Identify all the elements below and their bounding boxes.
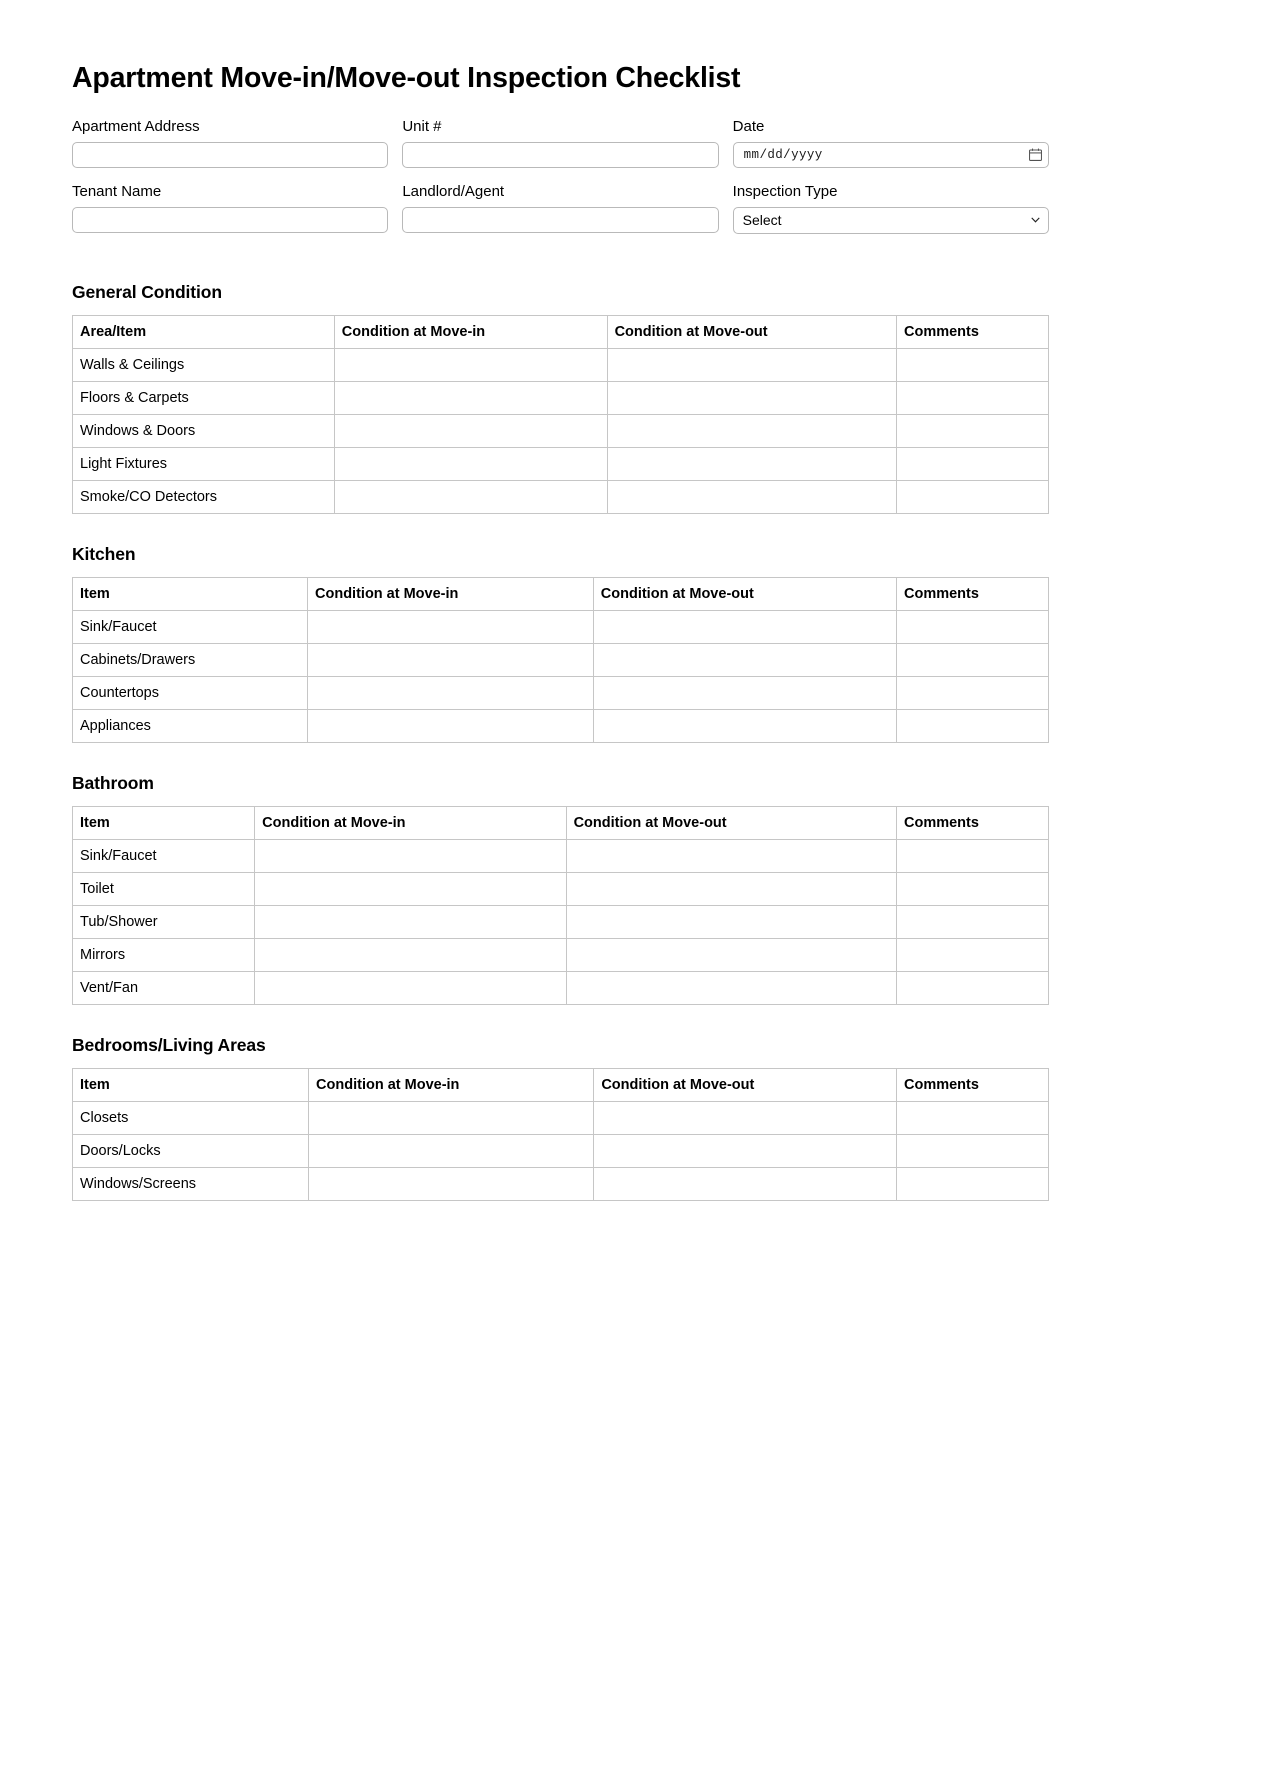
label-unit-number: Unit # [402, 117, 442, 135]
field-landlord-agent [402, 182, 718, 234]
row-item-label: Tub/Shower [73, 905, 255, 938]
row-item-label: Appliances [73, 709, 308, 742]
entry-cell[interactable] [897, 643, 1049, 676]
table-row [73, 381, 1049, 414]
entry-cell[interactable] [897, 381, 1049, 414]
entry-cell[interactable] [334, 447, 607, 480]
entry-cell[interactable] [594, 1101, 897, 1134]
unit-number-input[interactable] [402, 142, 718, 168]
label-tenant-name: Tenant Name [72, 182, 162, 200]
entry-cell[interactable] [566, 938, 896, 971]
table-header-row [73, 806, 1049, 839]
column-header: Comments [897, 1068, 1049, 1101]
entry-cell[interactable] [897, 610, 1049, 643]
entry-cell[interactable] [594, 1134, 897, 1167]
field-inspection-type [733, 182, 1049, 234]
table-row [73, 480, 1049, 513]
date-input[interactable] [733, 142, 1049, 168]
field-apartment-address [72, 117, 388, 168]
checklist-table [72, 577, 1049, 743]
row-item-label: Vent/Fan [73, 971, 255, 1004]
column-header: Condition at Move-out [566, 806, 896, 839]
table-header-row [73, 1068, 1049, 1101]
entry-cell[interactable] [594, 1167, 897, 1200]
field-tenant-name [72, 182, 388, 234]
column-header: Comments [897, 577, 1049, 610]
entry-cell[interactable] [593, 610, 896, 643]
label-inspection-type: Inspection Type [732, 182, 838, 200]
table-row [73, 447, 1049, 480]
entry-cell[interactable] [334, 414, 607, 447]
row-item-label: Windows & Doors [73, 414, 335, 447]
inspection-type-selected-value: Select [742, 212, 782, 229]
entry-cell[interactable] [897, 348, 1049, 381]
column-header: Condition at Move-out [593, 577, 896, 610]
entry-cell[interactable] [593, 676, 896, 709]
entry-cell[interactable] [897, 1101, 1049, 1134]
inspection-type-select[interactable] [733, 207, 1049, 234]
row-item-label: Closets [73, 1101, 309, 1134]
entry-cell[interactable] [897, 1167, 1049, 1200]
column-header: Item [73, 806, 255, 839]
entry-cell[interactable] [593, 643, 896, 676]
column-header: Condition at Move-in [255, 806, 566, 839]
entry-cell[interactable] [255, 971, 566, 1004]
entry-cell[interactable] [255, 839, 566, 872]
section-title-kitchen: Kitchen [72, 543, 136, 564]
row-item-label: Sink/Faucet [73, 839, 255, 872]
entry-cell[interactable] [309, 1167, 594, 1200]
table-row [73, 676, 1049, 709]
row-item-label: Cabinets/Drawers [73, 643, 308, 676]
table-row [73, 709, 1049, 742]
entry-cell[interactable] [308, 643, 594, 676]
column-header: Condition at Move-in [308, 577, 594, 610]
entry-cell[interactable] [897, 447, 1049, 480]
landlord-agent-input[interactable] [402, 207, 718, 233]
checklist-table [72, 315, 1049, 514]
entry-cell[interactable] [897, 676, 1049, 709]
row-item-label: Walls & Ceilings [73, 348, 335, 381]
table-row [73, 839, 1049, 872]
column-header: Item [73, 577, 308, 610]
table-row [73, 938, 1049, 971]
table-row [73, 1167, 1049, 1200]
entry-cell[interactable] [897, 709, 1049, 742]
row-item-label: Mirrors [73, 938, 255, 971]
entry-cell[interactable] [897, 480, 1049, 513]
entry-cell[interactable] [566, 971, 896, 1004]
entry-cell[interactable] [897, 414, 1049, 447]
entry-cell[interactable] [566, 872, 896, 905]
section-title-bedrooms-living-areas: Bedrooms/Living Areas [72, 1034, 266, 1055]
entry-cell[interactable] [897, 872, 1049, 905]
field-unit-number [402, 117, 718, 168]
table-row [73, 414, 1049, 447]
column-header: Condition at Move-out [594, 1068, 897, 1101]
entry-cell[interactable] [309, 1134, 594, 1167]
tenant-name-input[interactable] [72, 207, 388, 233]
entry-cell[interactable] [334, 480, 607, 513]
checklist-table [72, 806, 1049, 1005]
entry-cell[interactable] [607, 414, 896, 447]
table-row [73, 610, 1049, 643]
entry-cell[interactable] [897, 971, 1049, 1004]
column-header: Area/Item [73, 315, 335, 348]
table-row [73, 872, 1049, 905]
label-landlord-agent: Landlord/Agent [402, 182, 505, 200]
entry-cell[interactable] [309, 1101, 594, 1134]
row-item-label: Countertops [73, 676, 308, 709]
column-header: Condition at Move-in [334, 315, 607, 348]
section-title-general-condition: General Condition [72, 281, 222, 302]
entry-cell[interactable] [607, 480, 896, 513]
entry-cell[interactable] [255, 938, 566, 971]
entry-cell[interactable] [308, 709, 594, 742]
entry-cell[interactable] [607, 447, 896, 480]
entry-cell[interactable] [897, 905, 1049, 938]
chevron-down-icon[interactable] [1031, 217, 1040, 223]
label-apartment-address: Apartment Address [72, 117, 200, 135]
table-row [73, 643, 1049, 676]
field-date [733, 117, 1049, 168]
column-header: Comments [897, 806, 1049, 839]
entry-cell[interactable] [308, 610, 594, 643]
entry-cell[interactable] [593, 709, 896, 742]
label-date: Date [732, 117, 765, 135]
table-row [73, 905, 1049, 938]
table-header-row [73, 315, 1049, 348]
entry-cell[interactable] [897, 1134, 1049, 1167]
entry-cell[interactable] [255, 872, 566, 905]
row-item-label: Doors/Locks [73, 1134, 309, 1167]
column-header: Condition at Move-out [607, 315, 896, 348]
row-item-label: Light Fixtures [73, 447, 335, 480]
entry-cell[interactable] [897, 839, 1049, 872]
calendar-icon[interactable] [1029, 148, 1042, 161]
row-item-label: Windows/Screens [73, 1167, 309, 1200]
row-item-label: Smoke/CO Detectors [73, 480, 335, 513]
table-row [73, 1134, 1049, 1167]
entry-cell[interactable] [334, 348, 607, 381]
entry-cell[interactable] [607, 348, 896, 381]
entry-cell[interactable] [607, 381, 896, 414]
entry-cell[interactable] [255, 905, 566, 938]
inspection-meta-form [72, 117, 1049, 248]
checklist-table [72, 1068, 1049, 1201]
table-row [73, 348, 1049, 381]
date-placeholder-text: mm/dd/yyyy [743, 147, 823, 162]
column-header: Comments [897, 315, 1049, 348]
table-header-row [73, 577, 1049, 610]
checklist-sections [72, 282, 1191, 1201]
table-row [73, 971, 1049, 1004]
row-item-label: Floors & Carpets [73, 381, 335, 414]
entry-cell[interactable] [566, 905, 896, 938]
column-header: Condition at Move-in [309, 1068, 594, 1101]
section-title-bathroom: Bathroom [72, 772, 154, 793]
entry-cell[interactable] [308, 676, 594, 709]
page-title: Apartment Move-in/Move-out Inspection Checklist [72, 62, 741, 94]
entry-cell[interactable] [334, 381, 607, 414]
entry-cell[interactable] [566, 839, 896, 872]
column-header: Item [73, 1068, 309, 1101]
row-item-label: Toilet [73, 872, 255, 905]
table-row [73, 1101, 1049, 1134]
row-item-label: Sink/Faucet [73, 610, 308, 643]
apartment-address-input[interactable] [72, 142, 388, 168]
entry-cell[interactable] [897, 938, 1049, 971]
